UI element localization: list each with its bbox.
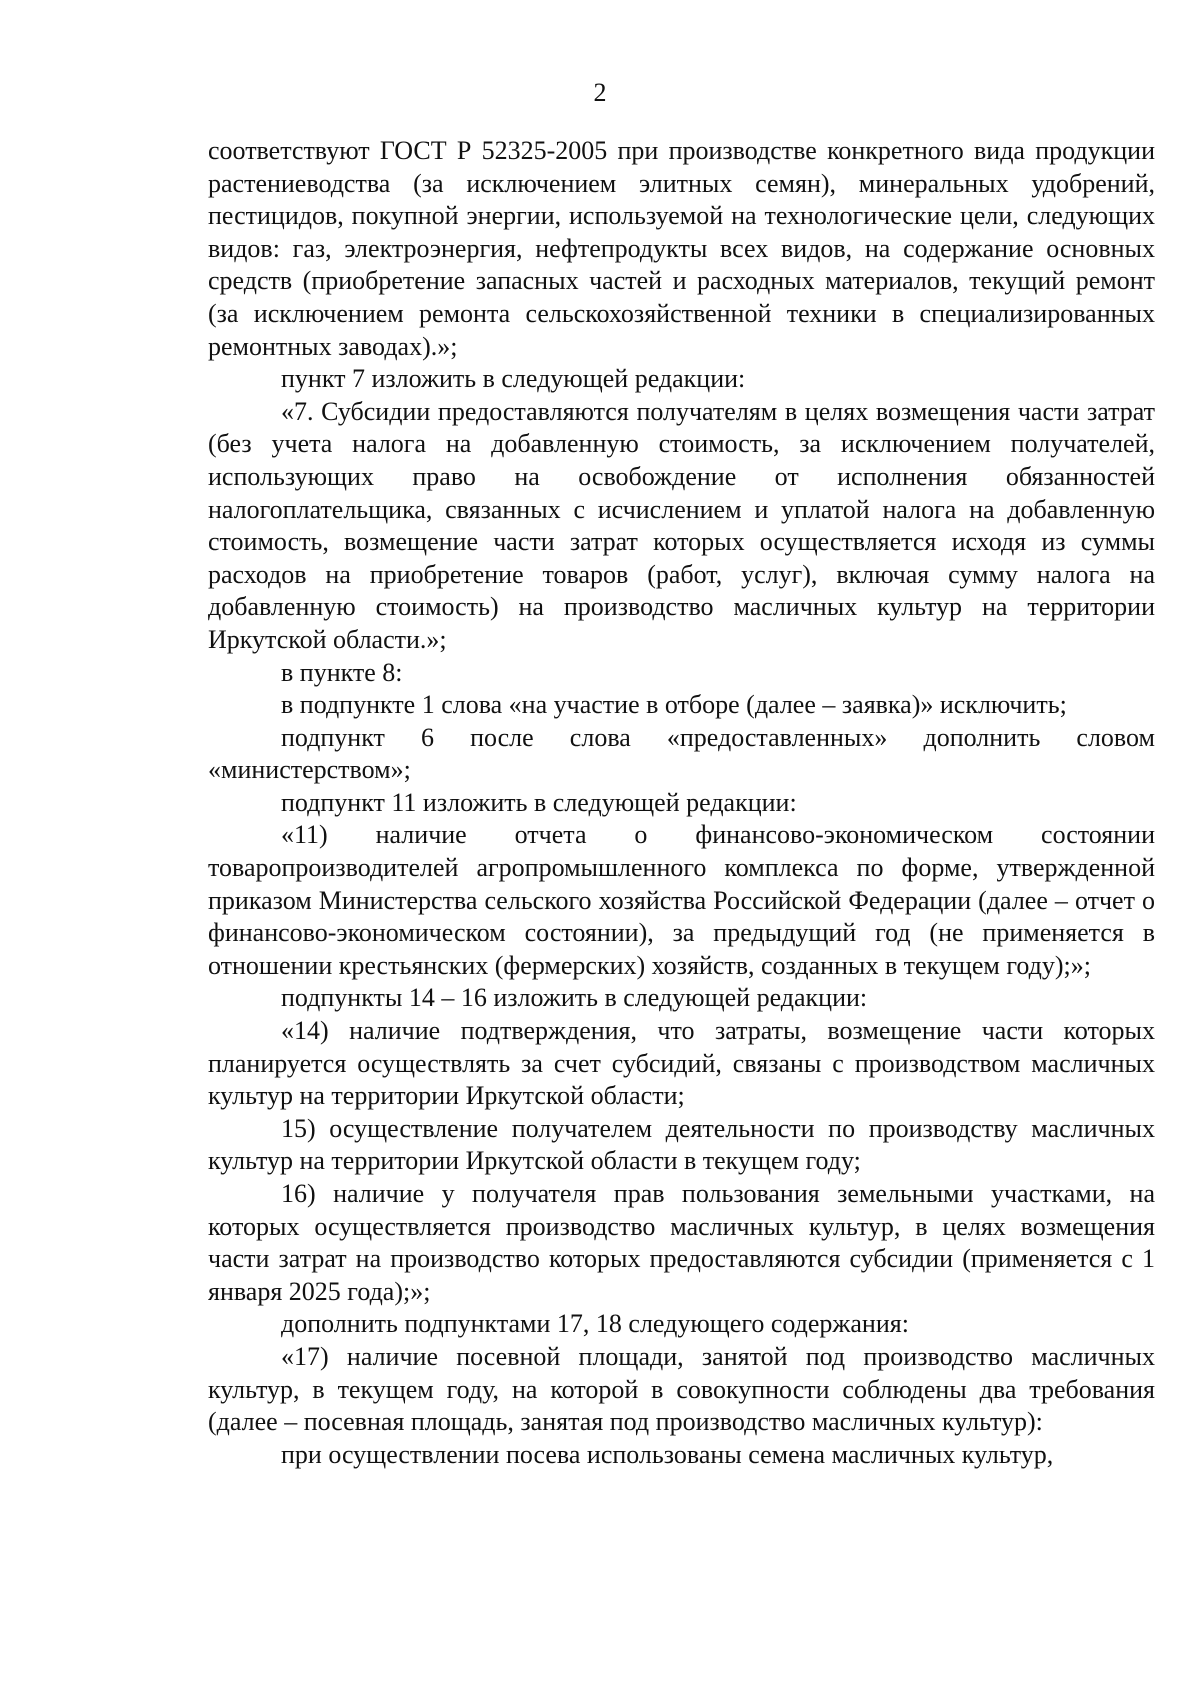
paragraph-subpoint-11-instruction: подпункт 11 изложить в следующей редакции: — [281, 787, 797, 817]
paragraph-subpoint-16: 16) наличие у получателя прав пользования земельными участками, на которых осуществляется производство масличных культур, в целях возмещения части затрат на производство которых предоставляются субсидии (применяется с 1 января 2025 года);»; — [208, 1179, 1155, 1306]
paragraph-subpoint-1: в подпункте 1 слова «на участие в отборе (далее – заявка)» исключить; — [281, 690, 1067, 720]
paragraph-point-7-instruction: пункт 7 изложить в следующей редакции: — [281, 364, 746, 394]
paragraph-subpoints-17-18-instruction: дополнить подпунктами 17, 18 следующего содержания: — [281, 1309, 909, 1339]
paragraph-subpoint-15: 15) осуществление получателем деятельности по производству масличных культур на территории Иркутской области в текущем году; — [208, 1113, 1155, 1176]
paragraph-continuation: соответствуют ГОСТ Р 52325-2005 при производстве конкретного вида продукции растениеводства (за исключением элитных семян), минеральных удобрений, пестицидов, покупной энергии, используемой на технологические цели, следующих видов: газ, электроэнергия, нефтепродукты всех видов, на содержание основных средств (приобретение запасных частей и расходных материалов, текущий ремонт (за исключением ремонта сельскохозяйственной техники в специализированных ремонтных заводах).»; — [208, 136, 1155, 361]
page-number: 2 — [593, 78, 607, 107]
paragraph-subpoint-6: подпункт 6 после слова «предоставленных» дополнить словом «министерством»; — [208, 722, 1155, 785]
paragraph-point-7-text: «7. Субсидии предоставляются получателям в целях возмещения части затрат (без учета налога на добавленную стоимость, за исключением получателей, использующих право на освобождение от исполнения обязанностей налогоплательщика, связанных с исчислением и уплатой налога на добавленную стоимость, возмещение части затрат которых осуществляется исходя из суммы расходов на приобретение товаров (работ, услуг), включая сумму налога на добавленную стоимость) на производство масличных культур на территории Иркутской области.»; — [208, 396, 1155, 654]
document-body — [208, 135, 1155, 1471]
paragraph-subpoint-17: «17) наличие посевной площади, занятой под производство масличных культур, в текущем году, на которой в совокупности соблюдены два требования (далее – посевная площадь, занятая под производство масличных культур): — [208, 1341, 1155, 1437]
paragraph-point-8-heading: в пункте 8: — [281, 657, 403, 687]
paragraph-subpoint-17-condition: при осуществлении посева использованы семена масличных культур, — [281, 1439, 1054, 1469]
paragraph-subpoint-11-text: «11) наличие отчета о финансово-экономическом состоянии товаропроизводителей агропромышленного комплекса по форме, утвержденной приказом Министерства сельского хозяйства Российской Федерации (далее – отчет о финансово-экономическом состоянии), за предыдущий год (не применяется в отношении крестьянских (фермерских) хозяйств, созданных в текущем году);»; — [208, 820, 1155, 980]
paragraph-subpoint-14: «14) наличие подтверждения, что затраты, возмещение части которых планируется осуществлять за счет субсидий, связаны с производством масличных культур на территории Иркутской области; — [208, 1016, 1155, 1111]
paragraph-subpoints-14-16-instruction: подпункты 14 – 16 изложить в следующей редакции: — [281, 983, 868, 1013]
